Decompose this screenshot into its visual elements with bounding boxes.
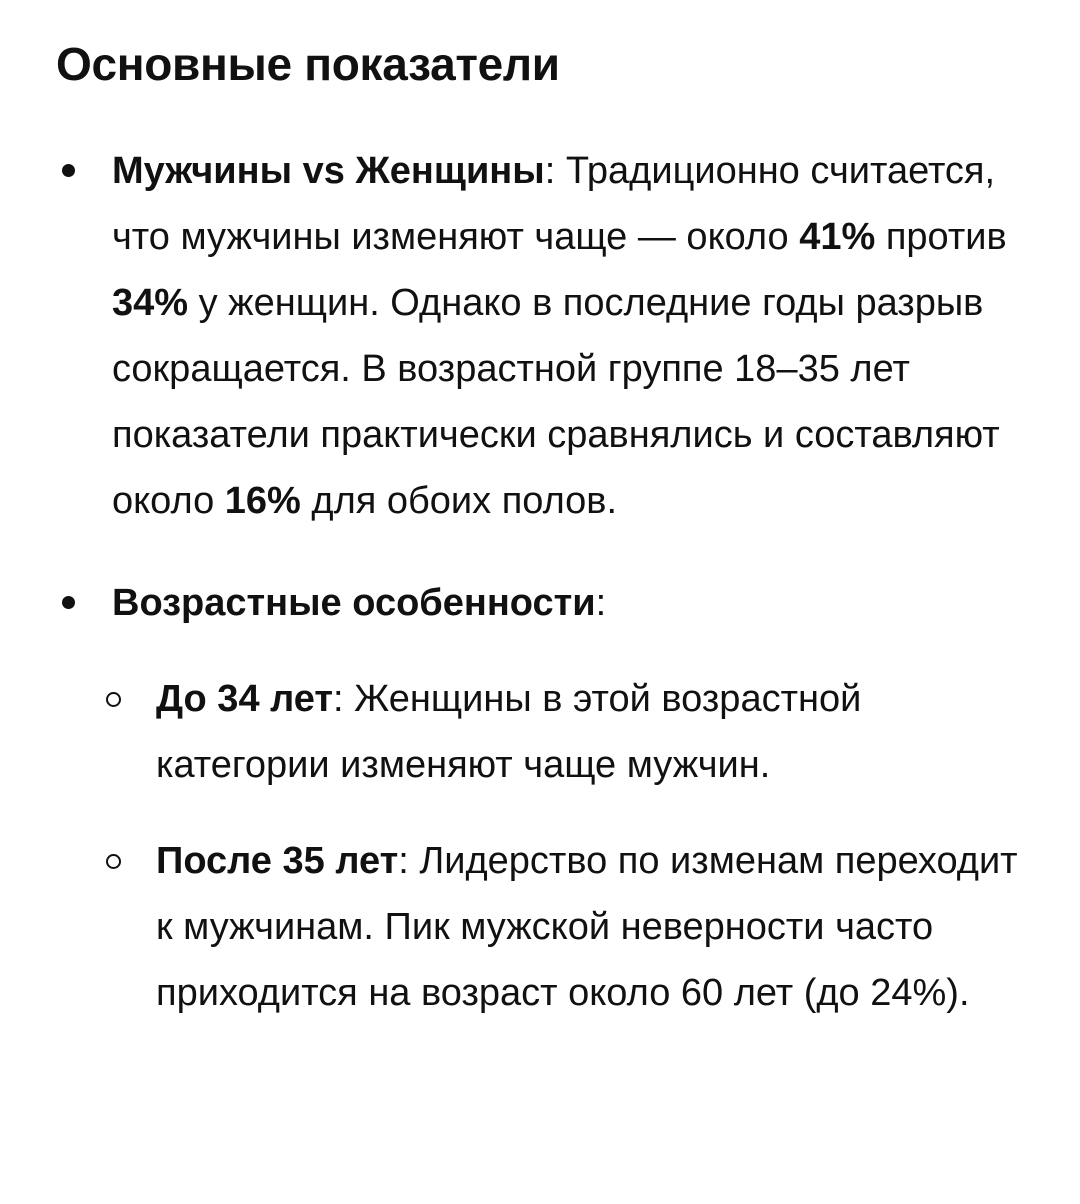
after-35-label: После 35 лет [156, 840, 399, 882]
section-heading: Основные показатели [56, 38, 560, 90]
bullet-dot-icon [62, 596, 75, 609]
colon: : [333, 678, 344, 720]
text-segment: Лидерство по изменам переходит к мужчинам. Пик мужской неверности часто приходится на возраст около 60 лет (до 24%). [156, 840, 1018, 1014]
after-35-paragraph [156, 828, 1040, 1026]
text-segment: у женщин. Однако в последние годы разрыв сокращается. В возрастной группе 18–35 лет показатели практически сравнялись и составляют около [112, 282, 1000, 522]
list-item-gender [56, 138, 1040, 534]
text-segment: против [875, 216, 1007, 258]
colon: : [544, 150, 556, 192]
colon: : [398, 840, 409, 882]
bullet-circle-icon [106, 692, 121, 707]
age-sublist [100, 666, 1040, 1026]
colon: : [595, 582, 607, 624]
main-list [56, 138, 1040, 1026]
gender-label: Мужчины vs Женщины [112, 150, 545, 192]
list-item-age [56, 570, 1040, 1026]
text-segment: Традиционно считается, что мужчины изменяют чаще — около [112, 150, 996, 258]
equal-percent: 16% [224, 480, 301, 522]
under-34-label: До 34 лет [156, 678, 334, 720]
gender-paragraph [112, 138, 1040, 534]
men-percent: 41% [799, 216, 876, 258]
bullet-circle-icon [106, 854, 121, 869]
bullet-dot-icon [62, 164, 75, 177]
sublist-item-after-35 [100, 828, 1040, 1026]
under-34-paragraph [156, 666, 1040, 798]
age-paragraph [112, 570, 1040, 636]
text-segment: Женщины в этой возрастной категории изменяют чаще мужчин. [156, 678, 862, 786]
age-label: Возрастные особенности [112, 582, 596, 624]
sublist-item-under-34 [100, 666, 1040, 798]
text-segment: для обоих полов. [300, 480, 618, 522]
women-percent: 34% [112, 282, 189, 324]
